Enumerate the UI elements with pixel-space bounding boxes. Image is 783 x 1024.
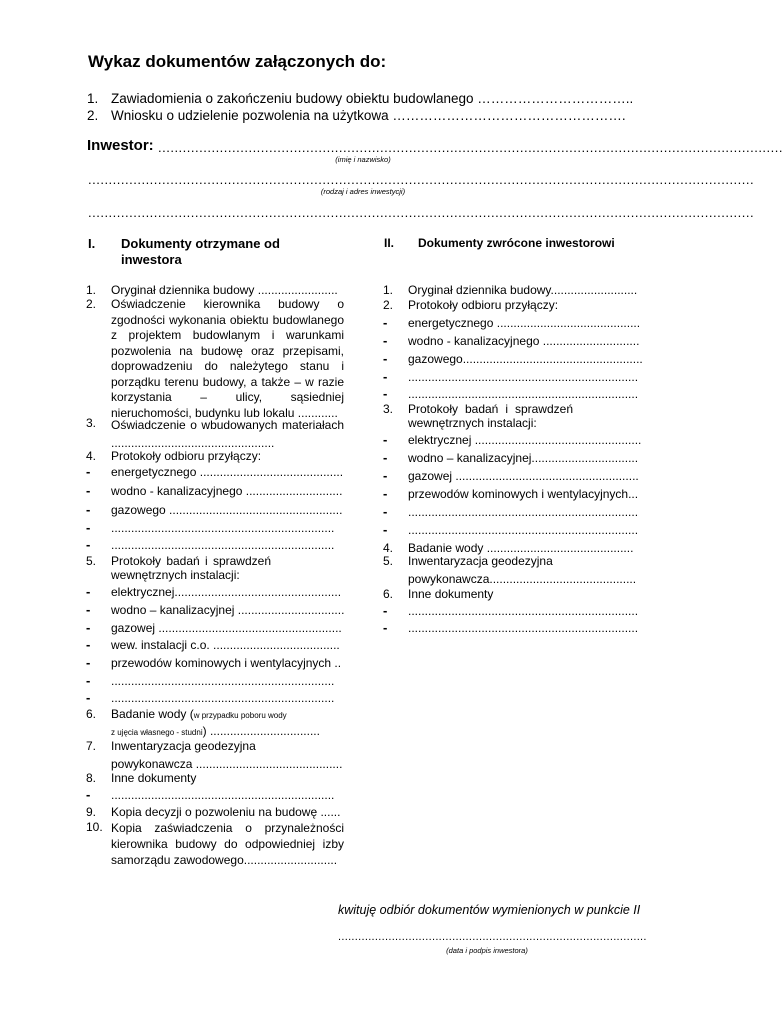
investment-address-hint: (rodzaj i adres inwestycji) (320, 187, 406, 196)
section1-list: 1. Oryginał dziennika budowy ........................ 2. Oświadczenie kierownika budowy o zgodności wykonania obiektu budowlanego z projektem budowlanym i warunkami pozwolenia na budowę oraz przepisami, doprowadzeniu do należytego stanu i porządku terenu budowy, a także – w razie korzystania – ulicy, sąsiedniej nieruchomości, budynku lub lokalu ............ 3. Oświadczenie o wbudowanych materiałach ................................................. 4. Protokoły odbioru przyłączy: - energetycznego ........................................... - wodno - kanalizacyjnego ............................. - gazowego .................................................... - ................................................................... - ................................................................... 5. Protokoły badań i sprawdzeń wewnętrznych instalacji: - elektrycznej.................................................. - wodno – kanalizacyjnej ................................ - gazowej ....................................................... - wew. instalacji c.o. ...................................... - przewodów kominowych i wentylacyjnych .. - ................................................................... - ................................................................... 6. Badanie wody (w przypadku poboru wody z ujęcia własnego - studni) ................................. 7. Inwentaryzacja geodezyjna powykonawcza ............................................ 8. Inne dokumenty - ................................................................... 9. Kopia decyzji o pozwoleniu na budowę ...... 10. Kopia zaświadczenia o przynależności kierownika budowy do odpowiedniej izby samorządu zawodowego............................ (86, 283, 345, 867)
receipt-confirmation-text: kwituję odbiór dokumentów wymienionych w punkcie II (338, 903, 641, 917)
purpose-text: Wniosku o udzielenie pozwolenia na użytkowa ……………………………………………. (111, 108, 626, 123)
section2-number: II. (384, 236, 395, 250)
signature-hint: (data i podpis inwestora) (446, 946, 528, 955)
purpose-text: Zawiadomienia o zakończeniu budowy obiektu budowlanego …………………………….. (111, 91, 634, 106)
signature-line[interactable]: ............................................................................................ (338, 931, 647, 943)
investor-label: Inwestor: (87, 137, 154, 154)
purpose-item-1 (87, 91, 633, 106)
section2-list: 1. Oryginał dziennika budowy.......................... 2. Protokoły odbioru przyłączy: - energetycznego ........................................... - wodno - kanalizacyjnego ............................. - gazowego...................................................... - ..................................................................... - ..................................................................... 3. Protokoły badań i sprawdzeń wewnętrznych instalacji: - elektrycznej .................................................. - wodno – kanalizacyjnej................................ - gazowej ....................................................... - przewodów kominowych i wentylacyjnych... - ..................................................................... - ..................................................................... 4. Badanie wody ............................................ 5. Inwentaryzacja geodezyjna powykonawcza............................................ 6. Inne dokumenty - ..................................................................... - ..................................................................... (383, 283, 643, 635)
purpose-item-2 (87, 108, 626, 123)
investment-extra-line[interactable]: .................................................................................................................................................................. (88, 205, 755, 220)
investor-name-hint: (imię i nazwisko) (335, 155, 391, 164)
purpose-number: 2. (87, 108, 99, 123)
section1-header (88, 236, 348, 268)
investment-address-line[interactable]: .................................................................................................................................................................. (88, 172, 755, 187)
section1-title: Dokumenty otrzymane od inwestora (121, 236, 280, 267)
section1-number: I. (88, 236, 96, 251)
investor-name-line[interactable]: ........................................................................................................................................................ (158, 140, 783, 155)
section2-title: Dokumenty zwrócone inwestorowi (418, 236, 615, 250)
section2-header (384, 236, 644, 250)
purpose-number: 1. (87, 91, 99, 106)
page-title: Wykaz dokumentów załączonych do: (88, 52, 387, 71)
